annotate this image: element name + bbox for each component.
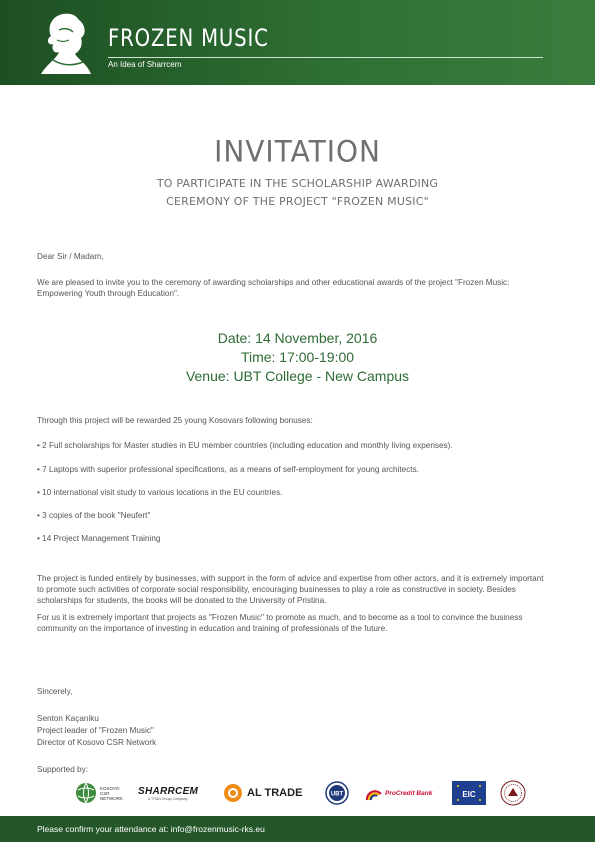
ubt-logo [325,778,349,808]
event-venue: Venue: UBT College - New Campus [185,368,410,384]
procredit-bank-logo: ProCredit Bank [365,778,432,808]
bonuses-intro: Through this project will be rewarded 25 young Kosovars following bonuses: [37,416,313,425]
bonus-item: • 10 international visit study to various locations in the EU countries. [37,488,283,497]
footer-band [0,816,595,842]
funding-paragraph: The project is funded entirely by businesses, with support in the form of advice and expertise from other actors, and it is extremely important to promote such activities of corporate social responsibility, encouraging businesses to play a role as constructive in society. Besides scholarships for students, the books will be donated to the University of Pristina. [37,574,544,605]
eic-flag-icon [452,781,486,805]
sharrcem-logo: SHARRCEM A TITAN Group Company [138,785,199,801]
ubt-seal-icon [325,780,349,806]
header-divider [108,57,543,58]
bonus-item: • 7 Laptops with superior professional specifications, as a means of self-employment for young architects. [37,465,419,474]
signer-role-project: Project leader of "Frozen Music" [37,726,154,735]
bonus-item: • 2 Full scholarships for Master studies in EU member countries (including education and monthly living expenses). [37,441,453,450]
header-band [0,0,595,85]
bonus-item: • 14 Project Management Training [37,534,161,543]
svg-text:UBT: UBT [330,791,344,798]
university-seal-icon [500,780,526,806]
supported-by-label: Supported by: [37,765,88,774]
al-trade-logo: AL TRADE [223,778,302,808]
event-date: Date: 14 November, 2016 [217,330,378,346]
eic-logo [452,778,486,808]
al-trade-emblem-icon [223,783,243,803]
signer-name: Senton Kaçaniku [37,714,99,723]
supporter-logos [70,778,540,810]
kosovo-csr-network-logo: KOSOVO CSR NETWORK [75,778,128,808]
attendance-confirmation-text: Please confirm your attendance at: info@frozenmusic-rks.eu [37,824,265,834]
svg-text:EIC: EIC [462,790,476,799]
event-time: Time: 17:00-19:00 [240,349,355,365]
invitation-title: INVITATION [214,134,381,169]
composer-bust-logo [33,10,103,76]
brand-title: FROZEN MUSIC [108,24,269,52]
closing: Sincerely, [37,687,73,696]
invitation-subtitle-line1: TO PARTICIPATE IN THE SCHOLARSHIP AWARDING [156,177,439,190]
intro-paragraph: We are pleased to invite you to the ceremony of awarding scholarships and other educational awards of the project "Frozen Music: Empowering Youth through Education". [37,278,510,298]
bonus-item: • 3 copies of the book "Neufert" [37,511,151,520]
brand-tagline: An Idea of Sharrcem [108,60,182,69]
procredit-arc-icon [365,784,383,802]
signer-role-director: Director of Kosovo CSR Network [37,738,157,747]
invitation-subtitle-line2: CEREMONY OF THE PROJECT "FROZEN MUSIC" [166,195,429,208]
university-seal-logo [500,778,526,808]
globe-icon [75,782,97,804]
salutation: Dear Sir / Madam, [37,252,104,261]
importance-paragraph: For us it is extremely important that projects as "Frozen Music" to promote as much, and to become as a tool to convince the business community on the importance of investing in education and training of professionals of the future. [37,613,523,633]
